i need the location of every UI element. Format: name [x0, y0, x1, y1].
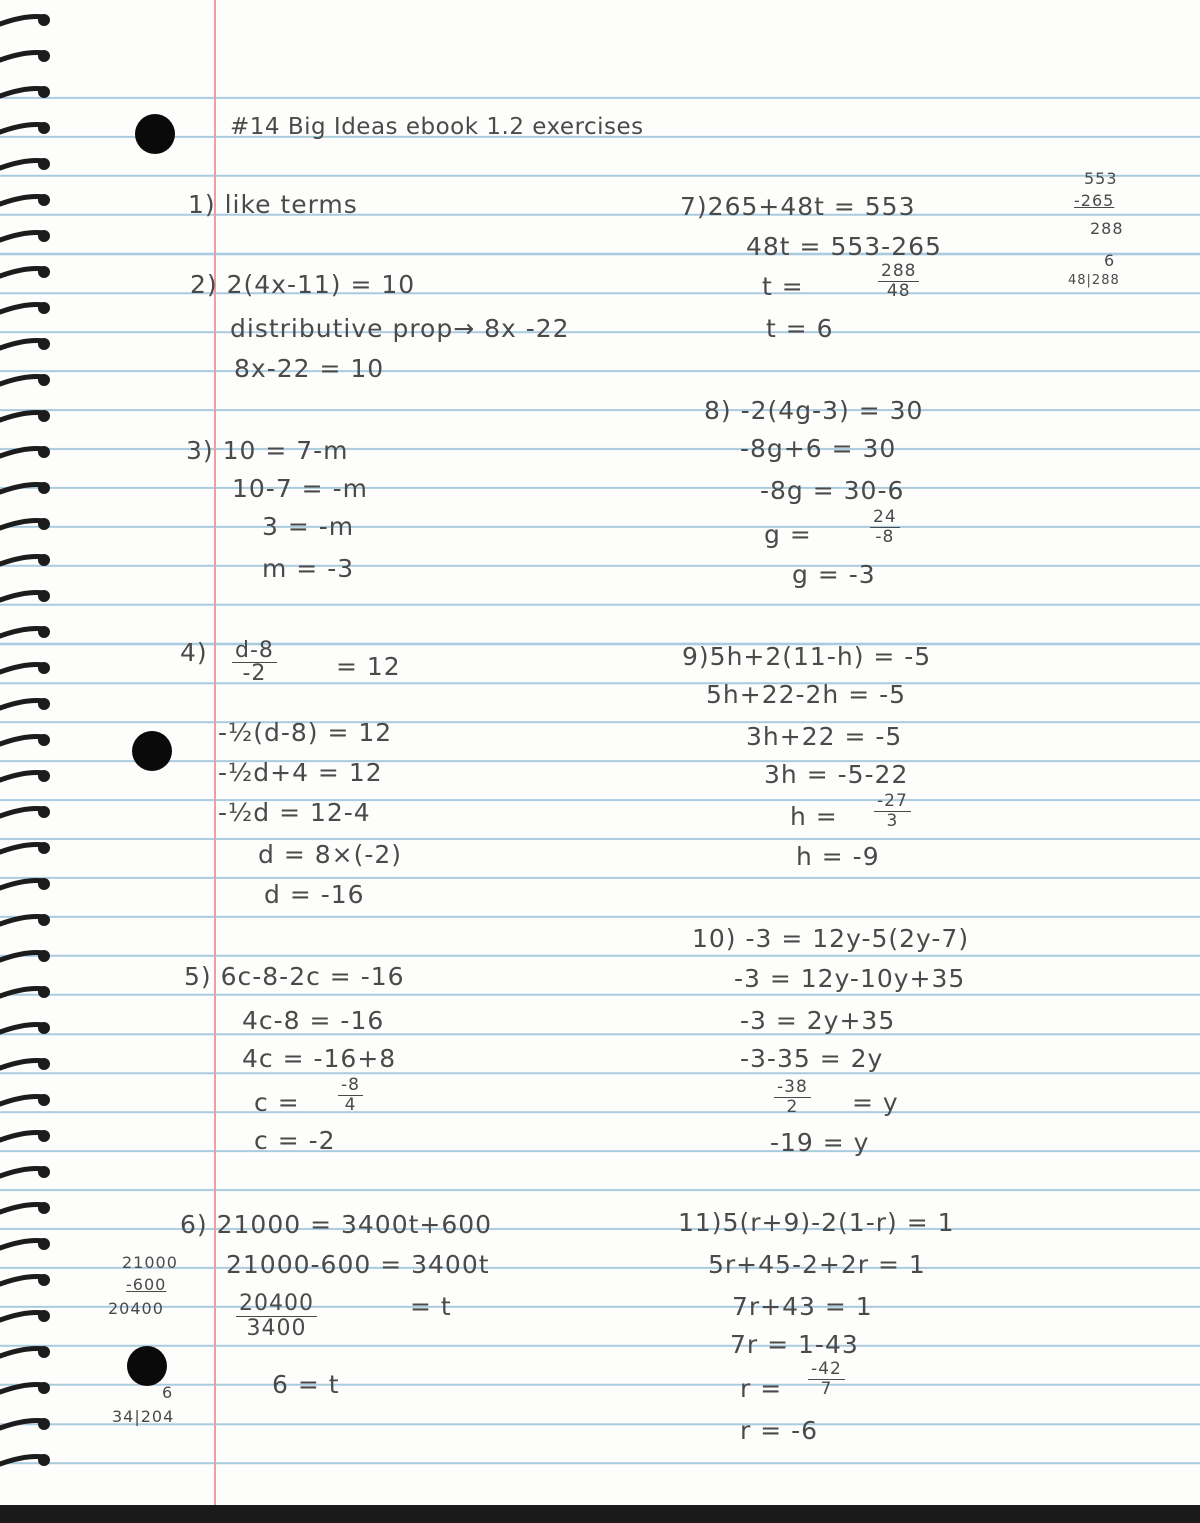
spiral-coil-end — [38, 662, 50, 674]
problem-7-denominator: 48 — [886, 281, 911, 301]
problem-8-line-4: g = — [764, 520, 812, 549]
problem-11-line-5: r = — [740, 1374, 783, 1403]
problem-3-line-2: 10-7 = -m — [232, 474, 368, 503]
punch-hole-bottom — [127, 1346, 167, 1386]
problem-2-line-2: distributive prop→ 8x -22 — [230, 314, 570, 343]
spiral-coil-end — [38, 1130, 50, 1142]
problem-7-scratch-2: -265 — [1074, 191, 1115, 210]
spiral-coil-end — [38, 842, 50, 854]
problem-7-line-1: 7)265+48t = 553 — [680, 192, 916, 221]
spiral-coil — [0, 1096, 44, 1104]
problem-4-line-6: d = -16 — [264, 880, 365, 909]
spiral-coil-end — [38, 1094, 50, 1106]
problem-7-scratch-division: 48|288 — [1068, 273, 1120, 288]
spiral-coil-end — [38, 14, 50, 26]
spiral-coil-end — [38, 122, 50, 134]
problem-5-denominator: 4 — [344, 1095, 357, 1115]
spiral-coil-end — [38, 446, 50, 458]
spiral-coil — [0, 160, 44, 168]
problem-9-line-6: h = -9 — [796, 842, 880, 871]
spiral-coil — [0, 376, 44, 384]
spiral-coil-end — [38, 338, 50, 350]
spiral-coil-end — [38, 482, 50, 494]
problem-5-numerator: -8 — [338, 1076, 363, 1096]
problem-10-line-4: -3-35 = 2y — [740, 1044, 884, 1073]
problem-4-numerator: d-8 — [232, 640, 277, 663]
problem-3-line-4: m = -3 — [262, 554, 355, 583]
problem-4-denominator: -2 — [242, 661, 267, 686]
problem-8-numerator: 24 — [870, 508, 900, 528]
problem-11-line-3: 7r+43 = 1 — [732, 1292, 873, 1321]
problem-1-line-1: 1) like terms — [188, 190, 358, 219]
problem-7-scratch-3: 288 — [1090, 219, 1124, 238]
spiral-coil — [0, 1384, 44, 1392]
spiral-coil-end — [38, 590, 50, 602]
problem-9-line-1: 9)5h+2(11-h) = -5 — [682, 642, 932, 671]
spiral-coil — [0, 916, 44, 924]
problem-5-line-5: c = -2 — [254, 1126, 336, 1155]
problem-10-fraction — [774, 1078, 811, 1117]
spiral-coil-end — [38, 770, 50, 782]
spiral-coil — [0, 700, 44, 708]
spiral-coil — [0, 1456, 44, 1464]
problem-10-line-2: -3 = 12y-10y+35 — [734, 964, 966, 993]
spiral-coil — [0, 124, 44, 132]
problem-9-numerator: -27 — [874, 792, 911, 812]
spiral-coil — [0, 808, 44, 816]
spiral-coil — [0, 520, 44, 528]
problem-7-fraction — [878, 262, 919, 301]
problem-6-fraction — [236, 1292, 317, 1341]
spiral-coil — [0, 1240, 44, 1248]
spiral-coil-end — [38, 950, 50, 962]
problem-6-line-2: 21000-600 = 3400t — [226, 1250, 490, 1279]
problem-8-line-2: -8g+6 = 30 — [740, 434, 897, 463]
spiral-coil — [0, 988, 44, 996]
problem-4-fraction — [232, 640, 277, 685]
spiral-coil — [0, 556, 44, 564]
problem-9-line-5: h = — [790, 802, 838, 831]
spiral-coil-end — [38, 986, 50, 998]
problem-5-fraction — [338, 1076, 363, 1115]
problem-11-line-2: 5r+45-2+2r = 1 — [708, 1250, 926, 1279]
problem-4-number: 4) — [180, 638, 208, 667]
spiral-coil-end — [38, 1274, 50, 1286]
problem-9-line-3: 3h+22 = -5 — [746, 722, 903, 751]
spiral-coil-end — [38, 1382, 50, 1394]
problem-9-fraction — [874, 792, 911, 831]
problem-5-line-2: 4c-8 = -16 — [242, 1006, 385, 1035]
spiral-coil — [0, 1168, 44, 1176]
spiral-coil-end — [38, 1022, 50, 1034]
problem-6-scratch-2: -600 — [126, 1275, 167, 1294]
spiral-coil-end — [38, 914, 50, 926]
spiral-coil-end — [38, 1454, 50, 1466]
problem-8-line-5: g = -3 — [792, 560, 876, 589]
spiral-coil — [0, 1348, 44, 1356]
problem-6-scratch-quotient: 6 — [162, 1383, 174, 1402]
spiral-coil-end — [38, 194, 50, 206]
spiral-coil — [0, 952, 44, 960]
spiral-coil — [0, 1420, 44, 1428]
spiral-coil — [0, 484, 44, 492]
problem-6-scratch-1: 21000 — [122, 1253, 178, 1272]
spiral-coil-end — [38, 1238, 50, 1250]
problem-5-line-4: c = — [254, 1088, 300, 1117]
problem-10-line-1: 10) -3 = 12y-5(2y-7) — [692, 924, 970, 953]
spiral-coil-end — [38, 1166, 50, 1178]
problem-2-line-1: 2) 2(4x-11) = 10 — [190, 270, 416, 299]
problem-11-fraction — [808, 1360, 845, 1399]
spiral-coil — [0, 1060, 44, 1068]
problem-6-equals-t: = t — [410, 1292, 452, 1321]
spiral-coil-end — [38, 806, 50, 818]
spiral-coil-end — [38, 230, 50, 242]
problem-2-line-3: 8x-22 = 10 — [234, 354, 385, 383]
spiral-coil-end — [38, 1418, 50, 1430]
problem-7-numerator: 288 — [878, 262, 919, 282]
spiral-coil — [0, 448, 44, 456]
problem-7-line-2: 48t = 553-265 — [746, 232, 942, 261]
spiral-coil-end — [38, 266, 50, 278]
problem-4-equals: = 12 — [336, 652, 401, 681]
spiral-coil-end — [38, 698, 50, 710]
page-bottom-edge — [0, 1505, 1200, 1523]
page-title: #14 Big Ideas ebook 1.2 exercises — [230, 114, 644, 140]
spiral-binding — [0, 0, 52, 1505]
spiral-coil — [0, 268, 44, 276]
problem-8-line-3: -8g = 30-6 — [760, 476, 905, 505]
spiral-coil — [0, 412, 44, 420]
problem-6-scratch-division: 34|204 — [112, 1407, 175, 1426]
problem-7-scratch-1: 553 — [1084, 169, 1118, 188]
problem-6-line-4: 6 = t — [272, 1370, 340, 1399]
spiral-coil-end — [38, 86, 50, 98]
margin-line — [214, 0, 216, 1505]
spiral-coil-end — [38, 1058, 50, 1070]
problem-4-line-5: d = 8×(-2) — [258, 840, 402, 869]
problem-7-scratch-quotient: 6 — [1104, 251, 1116, 270]
spiral-coil — [0, 772, 44, 780]
spiral-coil-end — [38, 554, 50, 566]
spiral-coil — [0, 1312, 44, 1320]
spiral-coil — [0, 16, 44, 24]
spiral-coil-end — [38, 374, 50, 386]
problem-9-line-2: 5h+22-2h = -5 — [706, 680, 907, 709]
spiral-coil — [0, 1024, 44, 1032]
problem-6-scratch-3: 20400 — [108, 1299, 164, 1318]
spiral-coil-end — [38, 302, 50, 314]
problem-10-line-6: -19 = y — [770, 1128, 870, 1157]
problem-4-line-2: -½(d-8) = 12 — [218, 718, 393, 747]
problem-10-numerator: -38 — [774, 1078, 811, 1098]
problem-11-denominator: 7 — [820, 1379, 833, 1399]
punch-hole-top — [135, 114, 175, 154]
problem-11-line-1: 11)5(r+9)-2(1-r) = 1 — [678, 1208, 955, 1237]
problem-7-line-4: t = 6 — [766, 314, 834, 343]
problem-5-line-1: 5) 6c-8-2c = -16 — [184, 962, 405, 991]
punch-hole-middle — [132, 731, 172, 771]
spiral-coil-end — [38, 878, 50, 890]
spiral-coil — [0, 88, 44, 96]
spiral-coil-end — [38, 734, 50, 746]
problem-5-line-3: 4c = -16+8 — [242, 1044, 397, 1073]
problem-6-numerator: 20400 — [236, 1292, 317, 1317]
spiral-coil-end — [38, 1310, 50, 1322]
spiral-coil-end — [38, 1346, 50, 1358]
problem-3-line-3: 3 = -m — [262, 512, 355, 541]
problem-9-denominator: 3 — [886, 811, 899, 831]
spiral-coil — [0, 628, 44, 636]
spiral-coil — [0, 592, 44, 600]
spiral-coil — [0, 664, 44, 672]
problem-8-denominator: -8 — [875, 527, 895, 547]
problem-4-line-3: -½d+4 = 12 — [218, 758, 383, 787]
spiral-coil — [0, 340, 44, 348]
problem-4-line-4: -½d = 12-4 — [218, 798, 371, 827]
spiral-coil-end — [38, 410, 50, 422]
spiral-coil — [0, 880, 44, 888]
spiral-coil-end — [38, 518, 50, 530]
spiral-coil-end — [38, 1202, 50, 1214]
problem-11-line-6: r = -6 — [740, 1416, 819, 1445]
problem-10-denominator: 2 — [786, 1097, 799, 1117]
spiral-coil — [0, 1276, 44, 1284]
spiral-coil — [0, 196, 44, 204]
problem-10-line-5: = y — [852, 1088, 899, 1117]
problem-6-denominator: 3400 — [246, 1316, 307, 1341]
problem-7-line-3: t = — [762, 272, 804, 301]
problem-8-fraction — [870, 508, 900, 547]
spiral-coil-end — [38, 626, 50, 638]
spiral-coil — [0, 304, 44, 312]
spiral-coil — [0, 1132, 44, 1140]
spiral-coil — [0, 232, 44, 240]
problem-11-line-4: 7r = 1-43 — [730, 1330, 859, 1359]
spiral-coil — [0, 844, 44, 852]
spiral-coil-end — [38, 158, 50, 170]
spiral-coil — [0, 1204, 44, 1212]
spiral-coil-end — [38, 50, 50, 62]
spiral-coil — [0, 736, 44, 744]
problem-10-line-3: -3 = 2y+35 — [740, 1006, 896, 1035]
problem-3-line-1: 3) 10 = 7-m — [186, 436, 349, 465]
spiral-coil — [0, 52, 44, 60]
problem-11-numerator: -42 — [808, 1360, 845, 1380]
problem-6-line-1: 6) 21000 = 3400t+600 — [180, 1210, 493, 1239]
problem-8-line-1: 8) -2(4g-3) = 30 — [704, 396, 924, 425]
page-top-margin — [0, 0, 1200, 96]
problem-9-line-4: 3h = -5-22 — [764, 760, 909, 789]
